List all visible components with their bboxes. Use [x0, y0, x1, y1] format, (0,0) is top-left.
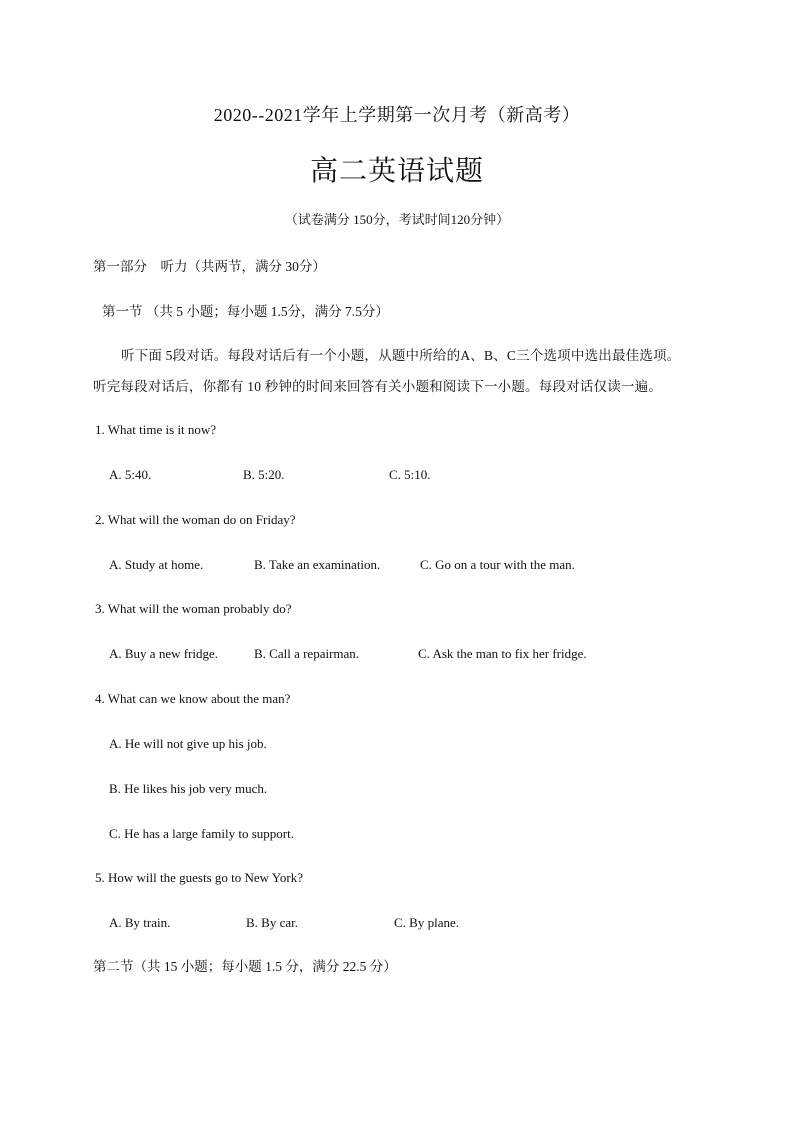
exam-title: 高二英语试题: [309, 156, 484, 187]
section-heading: 第二节（共 15 小题；每小题 1.5 分，满分 22.5 分）: [93, 959, 397, 974]
answer-option: C. Ask the man to fix her fridge.: [418, 646, 587, 661]
answer-option: B. Call a repairman.: [254, 646, 360, 661]
question-text: 5. How will the guests go to New York?: [95, 870, 303, 885]
question-text: 3. What will the woman probably do?: [95, 601, 292, 616]
answer-option: C. He has a large family to support.: [109, 826, 294, 841]
answer-option: A. Study at home.: [109, 557, 204, 572]
instructions-line: 听完每段对话后，你都有 10 秒钟的时间来回答有关小题和阅读下一小题。每段对话仅读一遍。: [93, 379, 663, 394]
answer-option: B. By car.: [246, 915, 298, 930]
answer-option: A. Buy a new fridge.: [109, 646, 219, 661]
answer-option: A. 5:40.: [109, 467, 152, 482]
question-text: 1. What time is it now?: [95, 422, 217, 437]
answer-option: A. He will not give up his job.: [109, 736, 267, 751]
question-text: 2. What will the woman do on Friday?: [95, 512, 296, 527]
part-heading: 第一部分 听力（共两节，满分 30分）: [93, 259, 326, 274]
exam-header: 2020--2021学年上学期第一次月考（新高考）: [213, 105, 581, 125]
answer-option: B. 5:20.: [243, 467, 285, 482]
instructions-line: 听下面 5段对话。每段对话后有一个小题，从题中所给的A、B、C三个选项中选出最佳选项。: [121, 348, 681, 363]
answer-option: B. He likes his job very much.: [109, 781, 268, 796]
answer-option: C. Go on a tour with the man.: [420, 557, 575, 572]
answer-option: B. Take an examination.: [254, 557, 381, 572]
question-text: 4. What can we know about the man?: [95, 691, 291, 706]
section-heading: 第一节 （共 5 小题；每小题 1.5分，满分 7.5分）: [102, 304, 389, 319]
exam-info: （试卷满分 150分，考试时间120分钟）: [284, 212, 510, 227]
answer-option: A. By train.: [109, 915, 171, 930]
answer-option: C. 5:10.: [389, 467, 431, 482]
answer-option: C. By plane.: [394, 915, 459, 930]
